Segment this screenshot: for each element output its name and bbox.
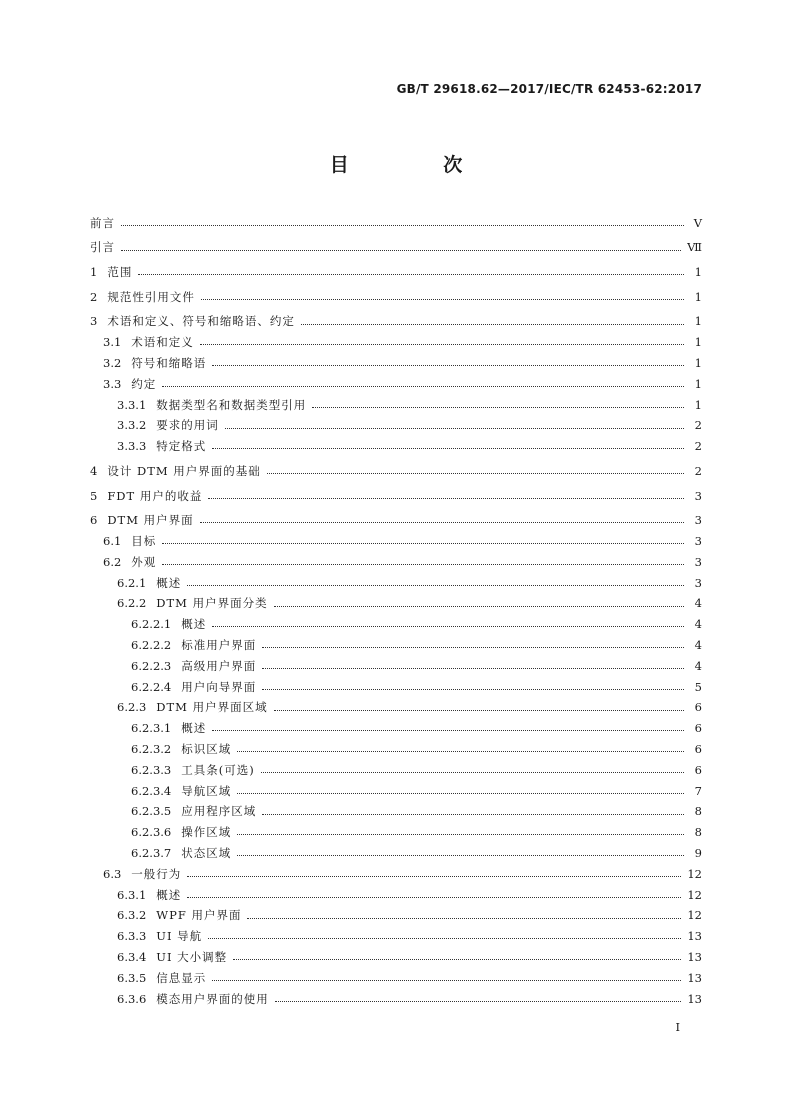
toc-entry-page: 1 bbox=[694, 397, 702, 412]
page-title: 目 次 bbox=[329, 154, 507, 176]
toc-entry-number: 6.2 bbox=[103, 554, 122, 569]
toc-entry-number: 6.3.1 bbox=[117, 887, 147, 902]
toc-entry[interactable] bbox=[90, 213, 702, 234]
toc-entry-page: 1 bbox=[694, 335, 702, 350]
toc-entry-label: 规范性引用文件 bbox=[107, 289, 195, 304]
page-number: I bbox=[675, 1020, 680, 1034]
dot-leader bbox=[212, 729, 684, 731]
dot-leader bbox=[200, 343, 684, 345]
dot-leader bbox=[274, 605, 684, 607]
toc-entry-label: DTM 用户界面区域 bbox=[156, 700, 268, 715]
dot-leader bbox=[237, 792, 684, 794]
toc-entry-label: 用户向导界面 bbox=[181, 679, 257, 694]
toc-entry-page: 2 bbox=[694, 418, 702, 433]
dot-leader bbox=[301, 323, 684, 325]
toc-entry-label: 操作区域 bbox=[181, 825, 232, 840]
dot-leader bbox=[187, 875, 681, 877]
toc-entry-label: 特定格式 bbox=[156, 439, 207, 454]
toc-entry[interactable] bbox=[90, 656, 702, 677]
toc-entry[interactable] bbox=[90, 333, 702, 354]
toc-entry-page: 4 bbox=[694, 658, 702, 673]
dot-leader bbox=[262, 688, 684, 690]
toc-entry-label: 前言 bbox=[90, 215, 115, 230]
toc-entry-number: 3.3 bbox=[103, 376, 122, 391]
toc-entry-page: 6 bbox=[694, 742, 702, 756]
toc-entry[interactable] bbox=[90, 416, 702, 437]
toc-entry-number: 2 bbox=[90, 289, 98, 304]
toc-entry-number: 6.2.3.7 bbox=[131, 845, 172, 860]
toc-entry[interactable] bbox=[90, 760, 702, 781]
toc-entry-label: 概述 bbox=[156, 887, 182, 902]
toc-entry-label: 约定 bbox=[131, 376, 157, 391]
toc-entry[interactable] bbox=[90, 864, 702, 885]
toc-entry-number: 6.2.3.4 bbox=[131, 783, 172, 798]
toc-entry-page: 1 bbox=[694, 265, 702, 280]
dot-leader bbox=[237, 833, 684, 835]
toc-entry-page: 12 bbox=[687, 908, 702, 923]
toc-entry-number: 3.2 bbox=[103, 355, 122, 370]
dot-leader bbox=[212, 447, 684, 449]
toc-entry[interactable] bbox=[90, 374, 702, 395]
toc-entry-number: 6.2.3.6 bbox=[131, 825, 172, 840]
toc-entry[interactable] bbox=[90, 395, 702, 416]
toc-entry-page: 1 bbox=[694, 376, 702, 391]
toc-entry[interactable] bbox=[90, 823, 702, 844]
dot-leader bbox=[247, 917, 681, 919]
toc-entry-number: 3.3.3 bbox=[117, 439, 147, 454]
toc-entry-page: 3 bbox=[694, 554, 702, 569]
dot-leader bbox=[275, 1000, 682, 1002]
toc-entry-page: 1 bbox=[694, 314, 702, 329]
toc-entry-label: 外观 bbox=[131, 554, 157, 569]
toc-entry[interactable] bbox=[90, 719, 702, 740]
toc-entry-page: 1 bbox=[694, 355, 702, 370]
toc-entry-page: 13 bbox=[687, 970, 702, 985]
toc-entry-page: 12 bbox=[687, 866, 702, 881]
toc-entry-page: 6 bbox=[694, 700, 702, 715]
dot-leader bbox=[312, 406, 684, 408]
toc-entry-label: 应用程序区域 bbox=[181, 804, 257, 819]
toc-entry[interactable] bbox=[90, 739, 702, 760]
toc-entry-number: 6.2.3.3 bbox=[131, 762, 172, 777]
toc-entry-page: 3 bbox=[694, 513, 702, 528]
dot-leader bbox=[233, 958, 681, 960]
toc-entry-number: 6.3.6 bbox=[117, 991, 147, 1006]
toc-entry-label: 术语和定义、符号和缩略语、约定 bbox=[107, 314, 295, 329]
toc-entry-label: 状态区域 bbox=[181, 845, 232, 860]
toc-entry[interactable] bbox=[90, 531, 702, 552]
toc-entry-page: Ⅴ bbox=[693, 215, 702, 230]
toc-entry[interactable] bbox=[90, 968, 702, 989]
toc-entry-number: 3.3.2 bbox=[117, 418, 147, 433]
toc-entry-number: 1 bbox=[90, 265, 98, 280]
toc-entry-label: 标准用户界面 bbox=[181, 638, 257, 653]
dot-leader bbox=[237, 750, 684, 752]
dot-leader bbox=[208, 937, 681, 939]
toc-entry-label: 数据类型名和数据类型引用 bbox=[156, 397, 307, 412]
toc-entry-label: 概述 bbox=[181, 721, 207, 736]
toc-entry-page: 6 bbox=[694, 762, 702, 777]
toc-entry-label: 目标 bbox=[131, 534, 157, 549]
toc-entry[interactable] bbox=[90, 312, 702, 333]
toc-entry-page: 5 bbox=[694, 679, 702, 694]
dot-leader bbox=[212, 979, 681, 981]
toc-entry-page: 6 bbox=[694, 721, 702, 736]
toc-entry-page: Ⅶ bbox=[687, 240, 702, 255]
toc-entry-number: 3.1 bbox=[103, 335, 122, 350]
toc-entry[interactable] bbox=[90, 238, 702, 259]
toc-entry-page: 4 bbox=[694, 617, 702, 632]
toc-entry[interactable] bbox=[90, 262, 702, 283]
toc-entry-label: 一般行为 bbox=[131, 866, 182, 881]
toc-entry-label: 模态用户界面的使用 bbox=[156, 991, 269, 1006]
toc-entry[interactable] bbox=[90, 615, 702, 636]
toc-entry-number: 6.3.2 bbox=[117, 908, 147, 923]
dot-leader bbox=[200, 521, 684, 523]
toc-entry-page: 3 bbox=[694, 575, 702, 590]
toc-entry[interactable] bbox=[90, 461, 702, 482]
toc-entry[interactable] bbox=[90, 781, 702, 802]
toc-entry[interactable] bbox=[90, 437, 702, 458]
toc-entry-number: 6.3.3 bbox=[117, 929, 147, 944]
toc-entry[interactable] bbox=[90, 885, 702, 906]
toc-entry-label: 引言 bbox=[90, 240, 115, 255]
toc-entry[interactable] bbox=[90, 906, 702, 927]
toc-entry[interactable] bbox=[90, 698, 702, 719]
toc-entry-number: 6.2.3.2 bbox=[131, 742, 172, 756]
toc-entry-page: 7 bbox=[694, 783, 702, 798]
toc-entry-page: 9 bbox=[694, 845, 702, 860]
dot-leader bbox=[208, 497, 684, 499]
toc-entry-page: 4 bbox=[694, 638, 702, 653]
standard-number: GB/T 29618.62—2017/IEC/TR 62453-62:2017 bbox=[396, 82, 702, 96]
dot-leader bbox=[187, 584, 684, 586]
toc-entry-label: 高级用户界面 bbox=[181, 658, 257, 673]
toc-entry-number: 6.1 bbox=[103, 534, 122, 549]
toc-entry-label: FDT 用户的收益 bbox=[107, 488, 203, 503]
toc-entry-number: 6.2.2.3 bbox=[131, 658, 172, 673]
toc-entry-number: 6.2.2.2 bbox=[131, 638, 172, 653]
dot-leader bbox=[262, 667, 684, 669]
toc-entry[interactable] bbox=[90, 552, 702, 573]
dot-leader bbox=[201, 298, 684, 300]
toc-entry-number: 6 bbox=[90, 513, 98, 528]
dot-leader bbox=[225, 427, 684, 429]
toc-entry-label: WPF 用户界面 bbox=[156, 908, 242, 923]
dot-leader bbox=[262, 813, 684, 815]
toc-entry[interactable] bbox=[90, 594, 702, 615]
toc-entry-page: 13 bbox=[687, 929, 702, 944]
toc-entry-label: 工具条(可选) bbox=[181, 762, 255, 777]
toc-entry-number: 6.2.2 bbox=[117, 596, 147, 611]
toc-entry-label: UI 大小调整 bbox=[156, 949, 228, 964]
toc-entry-label: 范围 bbox=[107, 265, 133, 280]
toc-entry-page: 13 bbox=[687, 991, 702, 1006]
table-of-contents bbox=[90, 213, 702, 1010]
toc-entry[interactable] bbox=[90, 843, 702, 864]
toc-entry-label: 术语和定义 bbox=[131, 335, 194, 350]
toc-entry-number: 6.2.3.5 bbox=[131, 804, 172, 819]
toc-entry-page: 1 bbox=[694, 289, 702, 304]
dot-leader bbox=[212, 625, 684, 627]
toc-entry-label: UI 导航 bbox=[156, 929, 203, 944]
dot-leader bbox=[187, 896, 681, 898]
toc-entry[interactable] bbox=[90, 677, 702, 698]
dot-leader bbox=[267, 472, 684, 474]
toc-entry-page: 2 bbox=[694, 463, 702, 478]
toc-entry-page: 4 bbox=[694, 596, 702, 611]
toc-entry[interactable] bbox=[90, 635, 702, 656]
toc-entry-page: 3 bbox=[694, 534, 702, 549]
toc-entry[interactable] bbox=[90, 486, 702, 507]
dot-leader bbox=[274, 709, 684, 711]
dot-leader bbox=[138, 273, 684, 275]
toc-entry[interactable] bbox=[90, 511, 702, 532]
toc-entry-label: 符号和缩略语 bbox=[131, 355, 207, 370]
toc-entry-page: 8 bbox=[694, 825, 702, 840]
toc-entry-label: 概述 bbox=[181, 617, 207, 632]
toc-entry-number: 6.3 bbox=[103, 866, 122, 881]
toc-entry-number: 6.2.3.1 bbox=[131, 721, 172, 736]
toc-entry-label: 标识区域 bbox=[181, 742, 232, 756]
toc-entry-label: 设计 DTM 用户界面的基础 bbox=[107, 463, 261, 478]
toc-entry-label: DTM 用户界面分类 bbox=[156, 596, 268, 611]
toc-entry[interactable] bbox=[90, 573, 702, 594]
toc-entry[interactable] bbox=[90, 802, 702, 823]
toc-entry-number: 6.3.5 bbox=[117, 970, 147, 985]
toc-entry-label: DTM 用户界面 bbox=[107, 513, 194, 528]
toc-entry-label: 信息显示 bbox=[156, 970, 207, 985]
dot-leader bbox=[121, 224, 684, 226]
dot-leader bbox=[262, 646, 684, 648]
toc-entry-page: 12 bbox=[687, 887, 702, 902]
toc-entry-number: 5 bbox=[90, 488, 98, 503]
dot-leader bbox=[162, 563, 684, 565]
toc-entry[interactable] bbox=[90, 947, 702, 968]
toc-entry-page: 8 bbox=[694, 804, 702, 819]
toc-entry[interactable] bbox=[90, 989, 702, 1010]
dot-leader bbox=[212, 364, 684, 366]
dot-leader bbox=[237, 854, 684, 856]
dot-leader bbox=[261, 771, 684, 773]
dot-leader bbox=[121, 249, 681, 251]
toc-entry-number: 6.2.3 bbox=[117, 700, 147, 715]
toc-entry[interactable] bbox=[90, 353, 702, 374]
toc-entry-number: 6.2.1 bbox=[117, 575, 147, 590]
toc-entry-page: 3 bbox=[694, 488, 702, 503]
toc-entry-number: 3.3.1 bbox=[117, 397, 147, 412]
toc-entry-label: 导航区域 bbox=[181, 783, 232, 798]
dot-leader bbox=[162, 385, 684, 387]
toc-entry-label: 要求的用词 bbox=[156, 418, 219, 433]
toc-entry[interactable] bbox=[90, 287, 702, 308]
toc-entry-number: 6.2.2.1 bbox=[131, 617, 172, 632]
toc-entry-page: 2 bbox=[694, 439, 702, 454]
toc-entry-page: 13 bbox=[687, 949, 702, 964]
toc-entry-number: 3 bbox=[90, 314, 98, 329]
toc-entry[interactable] bbox=[90, 927, 702, 948]
dot-leader bbox=[162, 542, 684, 544]
toc-entry-number: 6.3.4 bbox=[117, 949, 147, 964]
toc-entry-number: 6.2.2.4 bbox=[131, 679, 172, 694]
toc-entry-label: 概述 bbox=[156, 575, 182, 590]
toc-entry-number: 4 bbox=[90, 463, 98, 478]
